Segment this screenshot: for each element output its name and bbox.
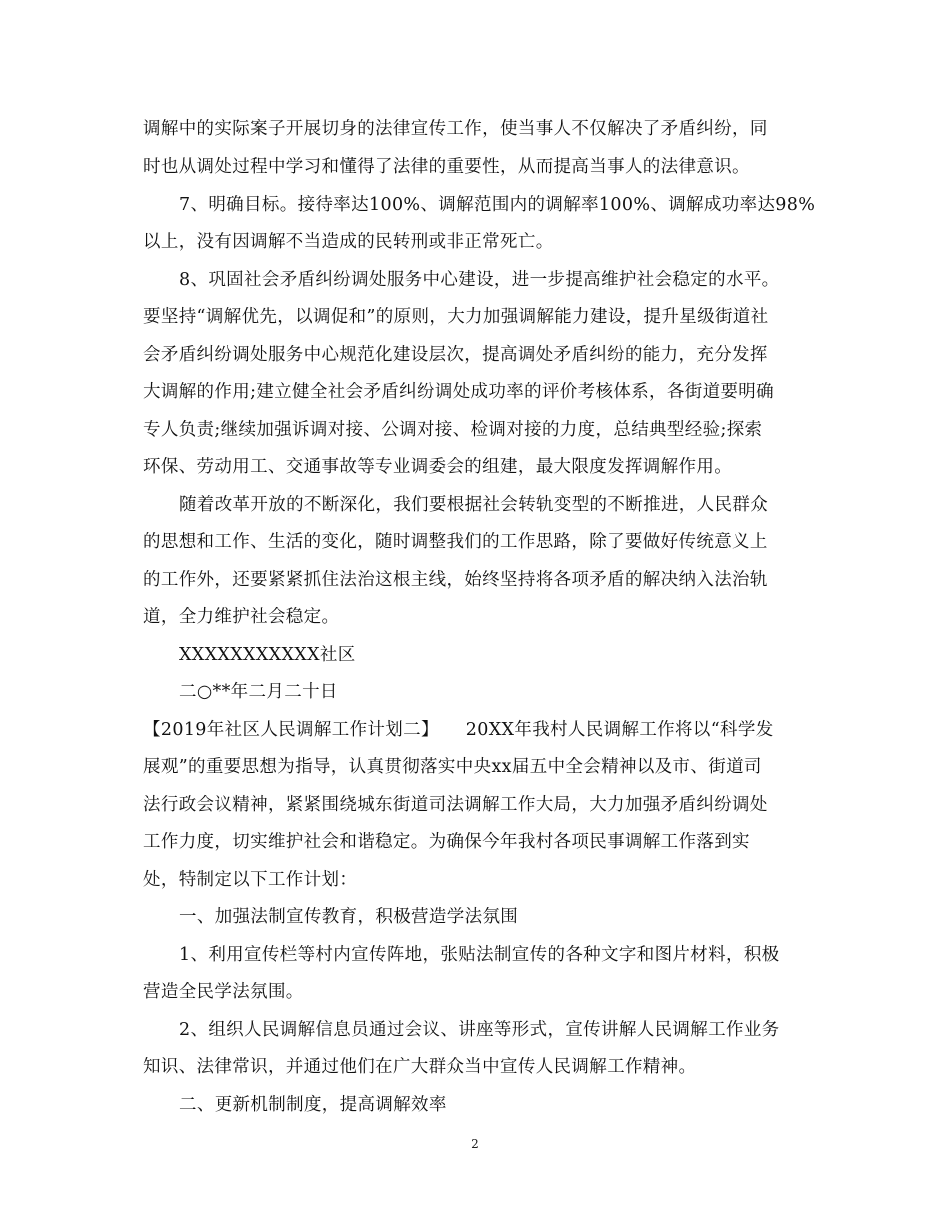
body-line: 法行政会议精神，紧紧围绕城东街道司法调解工作大局，大力加强矛盾纠纷调处 (143, 795, 768, 815)
subheading-line: 一、加强法制宣传教育，积极营造学法氛围 (179, 907, 519, 927)
body-line: 2、组织人民调解信息员通过会议、讲座等形式，宣传讲解人民调解工作业务 (179, 1020, 780, 1040)
body-line: 大调解的作用;建立健全社会矛盾纠纷调处成功率的评价考核体系，各街道要明确 (143, 382, 774, 402)
subheading-line: 二、更新机制制度，提高调解效率 (179, 1095, 447, 1115)
body-line: 的工作外，还要紧紧抓住法治这根主线，始终坚持将各项矛盾的解决纳入法治轨 (143, 570, 768, 590)
body-line: 以上，没有因调解不当造成的民转刑或非正常死亡。 (143, 232, 554, 252)
body-line: 道，全力维护社会稳定。 (143, 607, 340, 627)
body-line: 调解中的实际案子开展切身的法律宣传工作，使当事人不仅解决了矛盾纠纷，同 (143, 119, 768, 139)
body-line: 知识、法律常识，并通过他们在广大群众当中宣传人民调解工作精神。 (143, 1057, 697, 1077)
body-line: 的思想和工作、生活的变化，随时调整我们的工作思路，除了要做好传统意义上 (143, 532, 768, 552)
body-line: 专人负责;继续加强诉调对接、公调对接、检调对接的力度，总结典型经验;探索 (143, 420, 763, 440)
section-heading-line: 【2019年社区人民调解工作计划二】 20XX年我村人民调解工作将以“科学发 (143, 720, 774, 740)
body-line: 要坚持“调解优先，以调促和”的原则，大力加强调解能力建设，提升星级街道社 (143, 307, 769, 327)
body-line: 时也从调处过程中学习和懂得了法律的重要性，从而提高当事人的法律意识。 (143, 157, 750, 177)
body-line: 7、明确目标。接待率达100%、调解范围内的调解率100%、调解成功率达98% (179, 195, 816, 215)
body-line: 处，特制定以下工作计划： (143, 870, 358, 890)
body-line: 随着改革开放的不断深化，我们要根据社会转轨变型的不断推进，人民群众 (179, 495, 769, 515)
page-number: 2 (471, 1137, 479, 1151)
body-line: 8、巩固社会矛盾纠纷调处服务中心建设，进一步提高维护社会稳定的水平。 (179, 270, 780, 290)
body-line: 展观”的重要思想为指导，认真贯彻落实中央xx届五中全会精神以及市、街道司 (143, 757, 762, 777)
body-line: 工作力度，切实维护社会和谐稳定。为确保今年我村各项民事调解工作落到实 (143, 832, 750, 852)
signature-date: 二○**年二月二十日 (179, 682, 338, 702)
body-line: 营造全民学法氛围。 (143, 982, 304, 1002)
signature-community: XXXXXXXXXXX社区 (179, 645, 356, 665)
body-line: 会矛盾纠纷调处服务中心规范化建设层次，提高调处矛盾纠纷的能力，充分发挥 (143, 345, 768, 365)
body-line: 1、利用宣传栏等村内宣传阵地，张贴法制宣传的各种文字和图片材料，积极 (179, 945, 780, 965)
body-line: 环保、劳动用工、交通事故等专业调委会的组建，最大限度发挥调解作用。 (143, 457, 733, 477)
